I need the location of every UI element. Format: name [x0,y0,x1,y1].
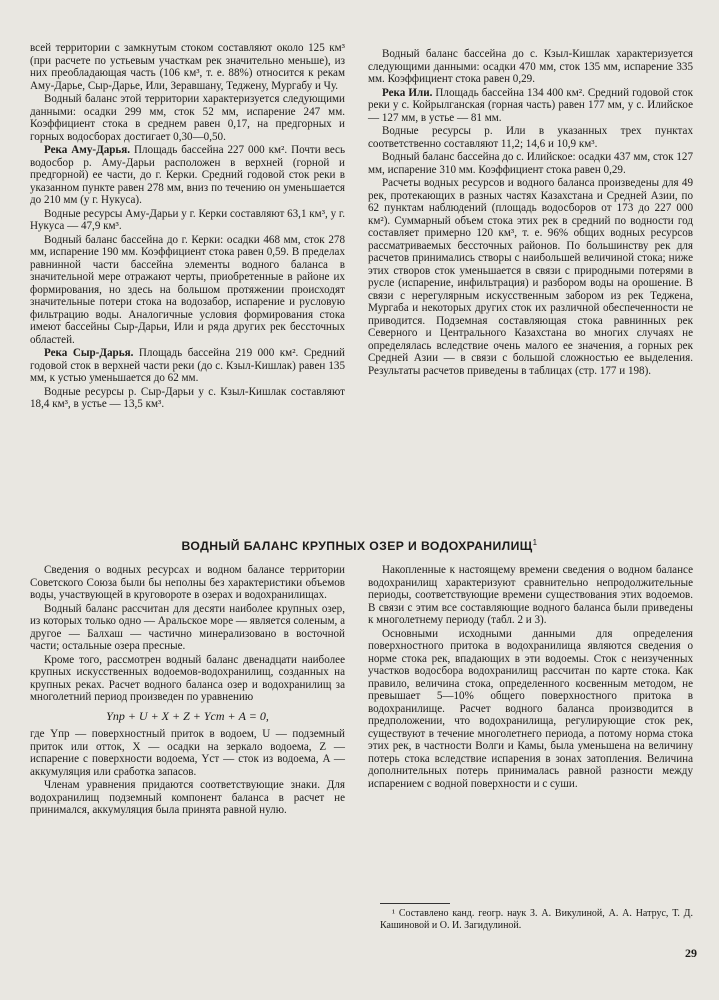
paragraph: всей территории с замкнутым стоком составляют около 125 км³ (при расчете по устьевым участкам рек значительно меньше), из них преобладающая часть (106 км³, т. е. 88%) относится к рекам Аму-Дарье, Сыр-Дарье, Или, Зеравшану, Теджену, Мургабу и Чу. [30,42,345,92]
page-number: 29 [685,946,697,960]
paragraph: Основными исходными данными для определения поверхностного притока в водохранилища являются сведения о норме стока рек, впадающих в эти водоемы. Сток с неизученных участков водосбора водохранилищ рассчитан по карте стока. Как правило, величина стока, определенного косвенным методом, не превышает 5—10% общего поверхностного притока в водохранилище. Расчет водного баланса производится в предположении, что водохранилища, регулирующие сток рек, существуют в течение многолетнего периода, а потому норма стока этих рек, в частности Волги и Камы, была уменьшена на величину потерь стока вследствие испарения в зонах затопления. Величина дополнительных потерь принималась равной разности между испарением с водной поверхности и с суши. [368,627,693,790]
left-column-top [30,42,345,412]
footnote: ¹ Составлено канд. геогр. наук З. А. Викулиной, А. А. Натрус, Т. Д. Кашиновой и О. И. Загидулиной. [380,908,693,931]
paragraph: Водный баланс бассейна до с. Илийское: осадки 437 мм, сток 127 мм, испарение 310 мм. Коэффициент стока равен 0,29. [368,151,693,176]
paragraph: Кроме того, рассмотрен водный баланс двенадцати наиболее крупных искусственных водоемов-водохранилищ, созданных на крупных реках. Расчет водного баланса озер и водохранилищ за многолетний период произведен по уравнению [30,653,345,703]
left-column-bottom [30,564,345,818]
paragraph: Накопленные к настоящему времени сведения о водном балансе водохранилищ характеризуют сравнительно непродолжительные периоды, соответствующие времени существования этих водоемов. В связи с этим все составляющие водного баланса были приведены к многолетнему периоду (табл. 2 и 3). [368,564,693,626]
paragraph: Река Аму-Дарья. Площадь бассейна 227 000 км². Почти весь водосбор р. Аму-Дарьи расположен в верхней (горной и предгорной) ее части, до г. Керки. Средний годовой сток реки в указанном пункте равен 278 мм, вниз по течению он уменьшается до 210 мм (у г. Нукуса). [30,144,346,206]
paragraph: Сведения о водных ресурсах и водном балансе территории Советского Союза были бы неполны без характеристики объемов воды, участвующей в круговороте в озерах и водохранилищах. [30,564,345,601]
river-label-amu: Река Аму-Дарья. [44,144,131,156]
paragraph: Река Или. Площадь бассейна 134 400 км². Средний годовой сток реки у с. Койрылганская (горная часть) равен 177 мм, у с. Илийское — 127 мм, в устье — 81 мм. [368,86,693,124]
paragraph: Водный баланс этой территории характеризуется следующими данными: осадки 299 мм, сток 52 мм, испарение 247 мм. Коэффициент стока в среднем равен 0,17, на предгорных и горных водосборах достигает 0,30—0,50. [30,93,345,143]
footnote-mark: 1 [532,538,538,547]
balance-equation: Yпр + U + X + Z + Yст + A = 0, [106,708,269,723]
river-label-syr: Река Сыр-Дарья. [44,347,134,359]
paragraph: Водные ресурсы р. Или в указанных трех пунктах соответственно составляют 11,2; 14,6 и 10,9 км³. [368,125,693,150]
paragraph: Водный баланс бассейна до г. Керки: осадки 468 мм, сток 278 мм, испарение 190 мм. Коэффициент стока равен 0,59. В пределах равнинной части бассейна элементы водного баланса в значительной мере отражают черты, приобретенные в районе их формирования, но здесь на большом протяжении происходят значительные потери стока на водозабор, испарение и русловую фильтрацию воды. Аналогичные условия формирования стока имеют бассейны Сыр-Дарьи, Или и ряда других рек бессточных областей. [30,233,345,346]
paragraph: Водные ресурсы р. Сыр-Дарьи у с. Кзыл-Кишлак составляют 18,4 км³, в устье — 13,5 км³. [30,385,345,410]
right-column-top [368,48,693,378]
paragraph: Расчеты водных ресурсов и водного баланса произведены для 49 рек, протекающих в разных частях Казахстана и Средней Азии, по 62 пунктам наблюдений (площадь водосборов от 173 до 227 000 км²). Суммарный объем стока этих рек в средний по водности год составляет примерно 120 км³, т. е. 96% общих водных ресурсов рассматриваемых бессточных районов. По большинству рек для расчетов принимались створы с наибольшей величиной стока; ниже этих створов сток уменьшается в связи с природными потерями в русле (испарение, инфильтрация) и разбором воды на орошение. В связи с нерегулярным искусственным забором из рек Теджена, Мургаба и некоторых других сток их различной обеспеченности не приводится. Подземная составляющая стока равнинных рек Северного и Центрального Казахстана во многих случаях не определялась вследствие очень малого ее значения, а горных рек Средней Азии — в связи с большой сложностью ее выделения. Результаты расчетов приведены в таблицах (стр. 177 и 198). [368,177,693,377]
footnote-divider [380,903,450,904]
paragraph: Членам уравнения придаются соответствующие знаки. Для водохранилищ подземный компонент баланса в расчет не принимался, аккумуляция была принята равной нулю. [30,779,345,816]
paragraph: Водный баланс бассейна до с. Кзыл-Кишлак характеризуется следующими данными: осадки 470 мм, сток 135 мм, испарение 335 мм. Коэффициент стока равен 0,29. [368,48,693,85]
paragraph: Водный баланс рассчитан для десяти наиболее крупных озер, из которых только одно — Аральское море — является соленым, а другое — Балхаш — частично минерализовано в восточной части; остальные озера пресные. [30,602,345,652]
right-column-bottom [368,564,693,791]
paragraph: Река Сыр-Дарья. Площадь бассейна 219 000 км². Средний годовой сток в верхней части реки (до с. Кзыл-Кишлак) равен 135 мм, к устью уменьшается до 62 мм. [30,347,345,384]
river-label-ili: Река Или. [382,86,433,99]
paragraph: где Yпр — поверхностный приток в водоем, U — подземный приток или отток, X — осадки на зеркало водоема, Z — испарение с поверхности водоема, Yст — сток из водоема, A — аккумуляция или сработка запасов. [30,728,345,778]
section-heading: ВОДНЫЙ БАЛАНС КРУПНЫХ ОЗЕР И ВОДОХРАНИЛИЩ$^1$ [181,538,538,554]
paragraph: Водные ресурсы Аму-Дарьи у г. Керки составляют 63,1 км³, у г. Нукуса — 47,9 км³. [30,207,345,232]
